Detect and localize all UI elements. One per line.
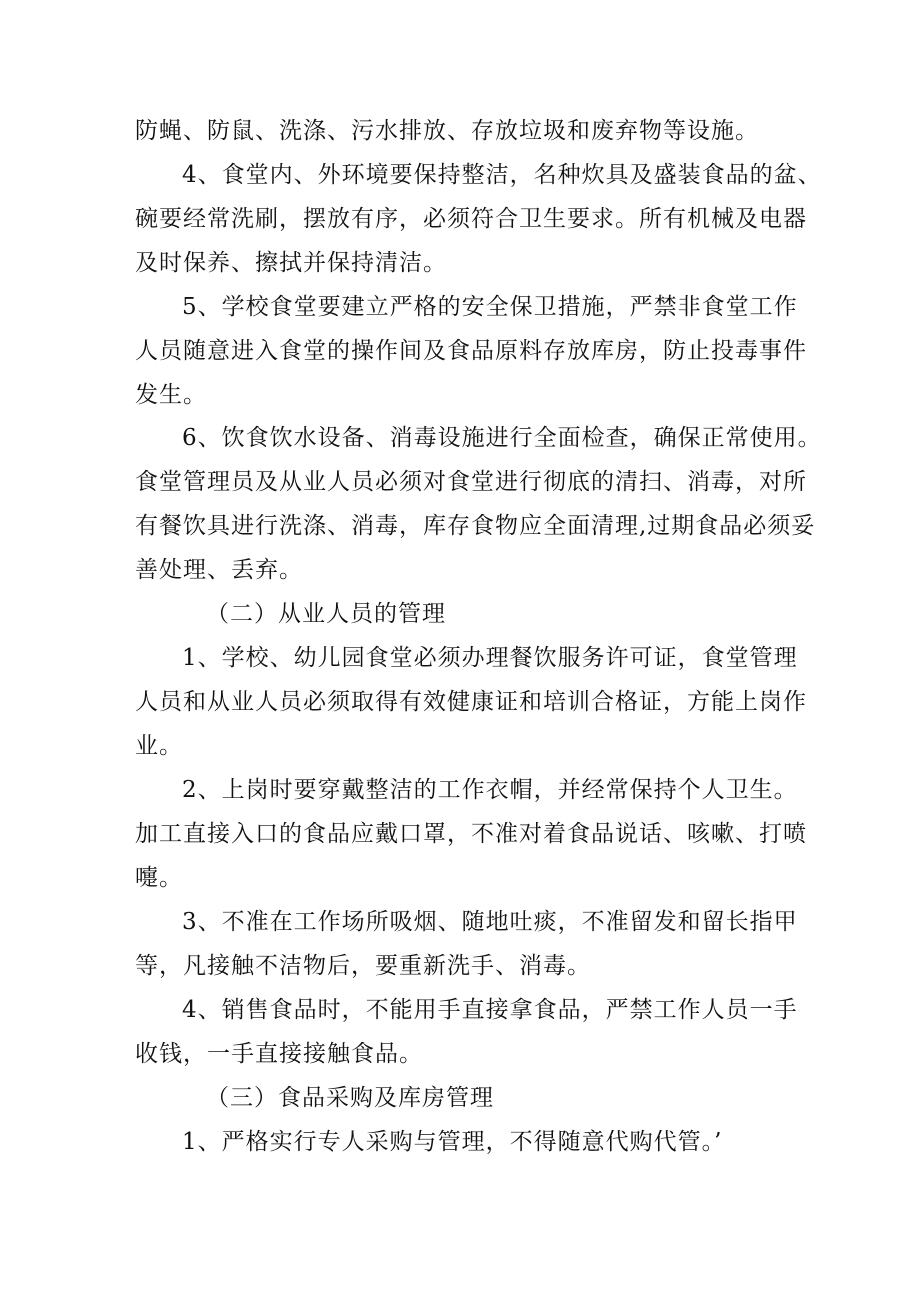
paragraph-item-4-start: 4、食堂内、外环境要保持整洁，名种炊具及盛装食品的盆、 [182,162,822,188]
section-heading-procurement: （三）食品采购及库房管理 [206,1085,494,1111]
text-line: 加工直接入口的食品应戴口罩，不准对着食品说话、咳嗽、打喷 [135,821,807,847]
text-line: 人员和从业人员必须取得有效健康证和培训合格证，方能上岗作 [135,689,807,715]
text-line: 收钱，一手直接接触食品。 [135,1041,423,1067]
paragraph-item-4-start: 4、销售食品时，不能用手直接拿食品，严禁工作人员一手 [182,997,798,1023]
text-line: 善处理、丢弃。 [135,557,303,583]
text-line: 等，凡接触不洁物后，要重新洗手、消毒。 [135,953,591,979]
text-line: 食堂管理员及从业人员必须对食堂进行彻底的清扫、消毒，对所 [135,469,807,495]
text-line: 及时保养、擦拭并保持清洁。 [135,250,447,276]
paragraph-item-5-start: 5、学校食堂要建立严格的安全保卫措施，严禁非食堂工作 [182,294,798,320]
paragraph-item-6-start: 6、饮食饮水设备、消毒设施进行全面检查，确保正常使用。 [182,425,822,451]
section-heading-staff-management: （二）从业人员的管理 [206,601,446,627]
text-line: 碗要经常洗刷，摆放有序，必须符合卫生要求。所有机械及电器 [135,206,807,232]
text-line: 防蝇、防鼠、洗涤、污水排放、存放垃圾和废弃物等设施。 [135,118,759,144]
paragraph-item-1-start: 1、学校、幼儿园食堂必须办理餐饮服务许可证，食堂管理 [182,645,798,671]
text-line: 有餐饮具进行洗涤、消毒，库存食物应全面清理,过期食品必须妥 [135,513,816,539]
text-line: 嚏。 [135,865,183,891]
paragraph-item-1-start: 1、严格实行专人采购与管理，不得随意代购代管。’ [182,1129,723,1155]
paragraph-item-2-start: 2、上岗时要穿戴整洁的工作衣帽，并经常保持个人卫生。 [182,777,798,803]
text-line: 发生。 [135,382,207,408]
text-line: 人员随意进入食堂的操作间及食品原料存放库房，防止投毒事件 [135,338,807,364]
paragraph-item-3-start: 3、不准在工作场所吸烟、随地吐痰，不准留发和留长指甲 [182,909,798,935]
text-line: 业。 [135,733,183,759]
